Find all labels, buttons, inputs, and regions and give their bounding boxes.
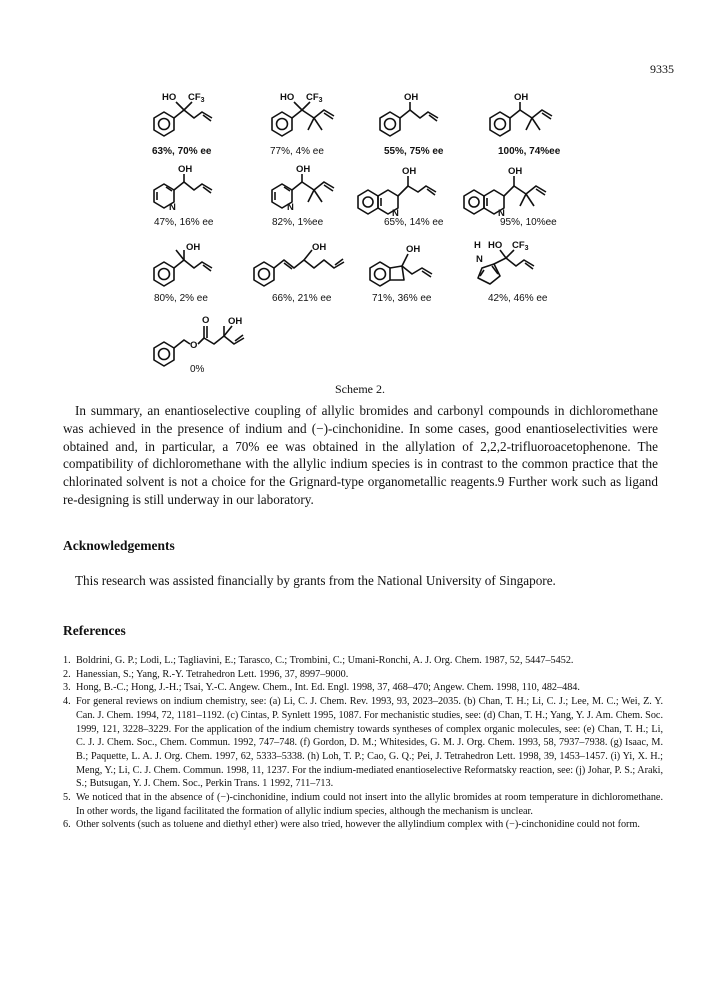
reference-item: 1. Boldrini, G. P.; Lodi, L.; Tagliavini, E.; Tarasco, C.; Trombini, C.; Umani-Ronchi, A. J. Org. Chem. 1987, 52, 5447–5452. [63,655,574,666]
acknowledgements-heading: Acknowledgements [63,538,175,553]
hydroxyl-label: HO [488,240,503,251]
reference-list [63,654,663,832]
molecule-12 [474,240,534,284]
hydroxyl-label: OH [402,166,417,177]
reference-item: 5. We noticed that in the absence of (−)-cinchonidine, indium could not insert into the allylic bromides at room temperature in dichloromethane. In other words, the ligand facilitated the formation of allylic indium species, although the mechanism is unclear. [63,792,663,817]
hydroxyl-label: HO [162,92,177,103]
molecule-2 [272,92,334,136]
summary-paragraph [63,402,658,509]
molecule-6 [272,164,334,213]
yield-caption: 100%, 74%ee [498,146,561,157]
molecule-5 [154,164,212,213]
hydroxyl-label: OH [404,92,419,103]
summary-text: In summary, an enantioselective coupling of allylic bromides and carbonyl compounds in dichloromethane was achieved in the presence of indium and (−)-cinchonidine. In some cases, good enantioselectivities were obtained and, in particular, a 70% ee was obtained in the allylation of 2,2,2-trifluoroacetophenone. The compatibility of dichloromethane with the allylic indium species is in contrast to the common practice that the chlorinated solvent is not a choice for the Grignard-type organometallic reagents.9 Further work such as ligand re-designing is still underway in our laboratory. [63,403,658,507]
hydroxyl-label: OH [296,164,311,175]
yield-caption: 71%, 36% ee [372,293,432,304]
hydroxyl-label: OH [508,166,523,177]
hydroxyl-label: OH [186,242,201,253]
hydroxyl-label: OH [178,164,193,175]
molecule-3 [380,92,438,136]
pyrrole-h-label: H [474,240,481,251]
hydroxyl-label: OH [312,242,327,253]
scheme-2-structures [140,88,580,378]
ester-oxygen-label: O [190,340,198,351]
molecule-1 [154,92,212,136]
yield-caption: 63%, 70% ee [152,146,212,157]
yield-caption: 82%, 1%ee [272,217,324,228]
carbonyl-oxygen-label: O [202,315,210,326]
references-heading: References [63,623,126,638]
reference-item: 2. Hanessian, S.; Yang, R.-Y. Tetrahedron Lett. 1996, 37, 8997–9000. [63,668,349,680]
page-number: 9335 [650,62,674,76]
cf3-label: $CF_3$ [306,92,323,104]
nitrogen-label: N [498,208,505,219]
yield-caption: 65%, 14% ee [384,217,444,228]
hydroxyl-label: OH [406,244,421,255]
yield-caption: 55%, 75% ee [384,146,444,157]
nitrogen-label: N [392,208,399,219]
molecule-7 [358,166,436,219]
molecule-11 [370,244,432,286]
cf3-label: $CF_3$ [512,240,529,252]
acknowledgements-text: This research was assisted financially by grants from the National University of Singapore. [75,573,556,588]
cf3-label: $CF_3$ [188,92,205,104]
molecule-9 [154,242,212,286]
yield-caption: 42%, 46% ee [488,293,548,304]
nitrogen-label: N [287,202,294,213]
nitrogen-label: N [476,254,483,265]
reference-item: 6. Other solvents (such as toluene and diethyl ether) were also tried, however the allylindium complex with (−)-cinchonidine could not form. [63,819,640,831]
hydroxyl-label: OH [514,92,529,103]
hydroxyl-label: HO [280,92,295,103]
yield-caption: 66%, 21% ee [272,293,332,304]
yield-caption: 0% [190,364,205,375]
molecule-13 [154,315,244,366]
yield-caption: 95%, 10%ee [500,217,557,228]
reference-item: 3. Hong, B.-C.; Hong, J.-H.; Tsai, Y.-C. Angew. Chem., Int. Ed. Engl. 1998, 37, 468–470; Angew. Chem. 1998, 110, 482–484. [63,682,580,694]
molecule-4 [490,92,552,136]
scheme-caption: Scheme 2. [335,382,385,396]
yield-caption: 47%, 16% ee [154,217,214,228]
molecule-10 [254,242,344,286]
reference-item: 4. For general reviews on indium chemistry, see: (a) Li, C. J. Chem. Rev. 1993, 93, 2023–2035. (b) Chan, T. H.; Li, C. J.; Lee, M. C.; Wei, Z. Y. Can. J. Chem. 1994, 72, 1181–1192. (c) Cintas, P. Synlett 1995, 1087. For mechanistic studies, see: (d) Chan, T. H.; Yang, Y. J. Am. Chem. Soc. 1999, 121, 3228–3229. For the application of the indium chemistry towards syntheses of complex organic molecules, see: (e) Chan, T. H.; Li, C. J. J. Chem. Soc., Chem. Commun. 1992, 747–748. (f) Gordon, D. M.; Whitesides, G. M. J. Org. Chem. 1993, 58, 7937–7938. (g) Isaac, M. B.; Paquette, L. A. J. Org. Chem. 1997, 62, 5333–5338. (h) Loh, T. P.; Cao, G. Q.; Pei, J. Tetrahedron Lett. 1998, 39, 1453–1457. (i) Yi, X. H.; Meng, Y.; Li, C. J. Chem. Commun. 1998, 11, 1237. For the indium-mediated enantioselective Reformatsky reaction, see: (j) Johar, P. S.; Araki, S.; Butsugan, Y. J. Chem. Soc., Perkin Trans. 1 1992, 711–713. [63,696,663,790]
molecule-8 [464,166,546,219]
yield-caption: 80%, 2% ee [154,293,208,304]
nitrogen-label: N [169,202,176,213]
yield-caption: 77%, 4% ee [270,146,324,157]
hydroxyl-label: OH [228,316,243,327]
